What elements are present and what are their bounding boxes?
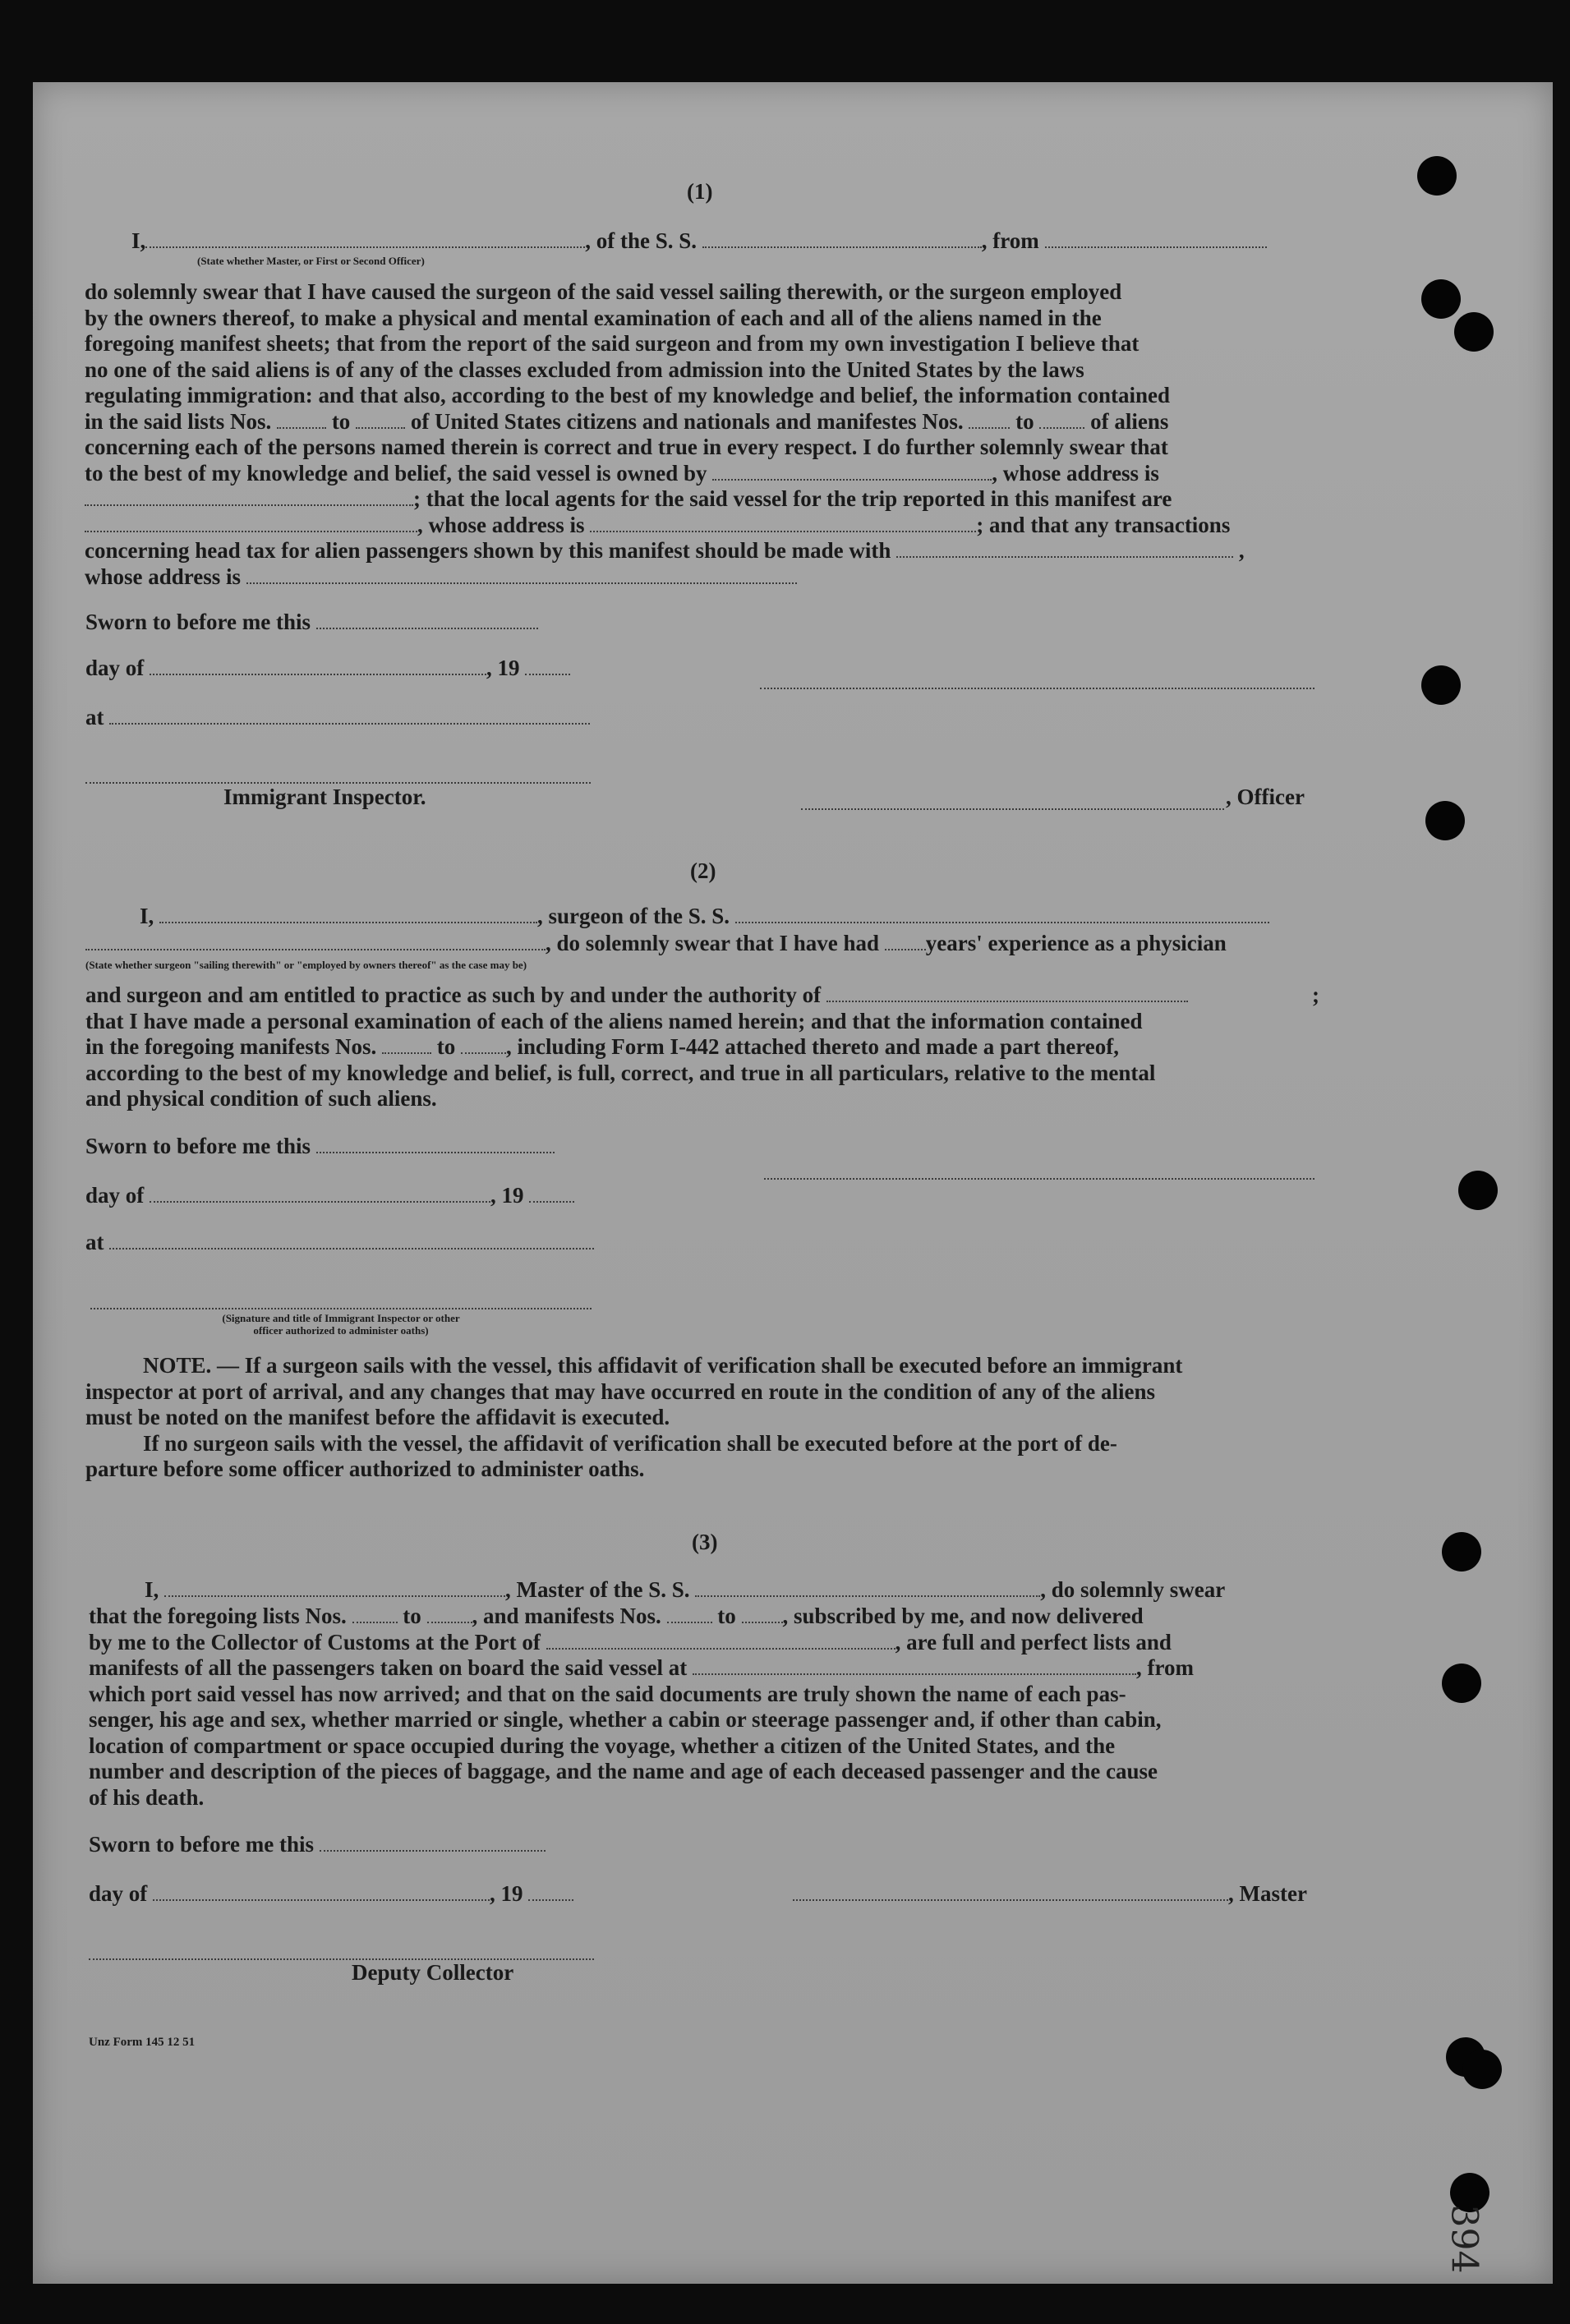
manifests-from-field-3[interactable] — [667, 1604, 712, 1623]
i-label: I, — [131, 228, 146, 253]
year-field[interactable] — [525, 656, 570, 675]
day-of-line-2: day of , 19 — [85, 1183, 574, 1208]
lists-line-3: that the foregoing lists Nos. to , and manifests Nos. to , subscribed by me, and now delivered — [89, 1604, 1144, 1628]
agents-address-field[interactable] — [590, 513, 976, 532]
text-line: foregoing manifest sheets; that from the report of the said surgeon and from my own investigation I believe that — [85, 331, 1140, 356]
section-1-text — [85, 279, 1319, 590]
note-line: NOTE. — If a surgeon sails with the vessel, this affidavit of verification shall be executed before an immigrant — [143, 1353, 1183, 1378]
authority-line: and surgeon and am entitled to practice as such by and under the authority of ; — [85, 983, 1319, 1007]
foregoing-to-field[interactable] — [461, 1034, 506, 1054]
section-2-number: (2) — [690, 858, 716, 883]
sworn-line: Sworn to before me this — [85, 610, 538, 635]
section-1-opening-line — [131, 228, 1267, 254]
at-field[interactable] — [109, 705, 590, 725]
ship-name-field[interactable] — [702, 228, 982, 248]
manifests-from-field[interactable] — [969, 409, 1010, 429]
section-2-text — [85, 983, 1319, 1112]
head-tax-field[interactable] — [896, 538, 1233, 558]
deputy-collector-label: Deputy Collector — [352, 1960, 514, 1985]
text-line: location of compartment or space occupied during the voyage, whether a citizen of the United States, and the — [89, 1733, 1116, 1758]
lists-line: in the said lists Nos. to of United States citizens and nationals and manifestes Nos. to of aliens — [85, 408, 1169, 434]
day-of-field-2[interactable] — [150, 1183, 490, 1203]
day-of-field[interactable] — [150, 656, 486, 675]
lists-from-field[interactable] — [277, 409, 326, 429]
officer-signature-line[interactable] — [801, 807, 1224, 810]
text-line: do solemnly swear that I have caused the surgeon of the said vessel sailing therewith, or the surgeon employed — [85, 279, 1122, 304]
agents-field[interactable] — [85, 513, 417, 532]
surgeon-status-field[interactable] — [85, 931, 546, 950]
years-field[interactable] — [885, 931, 926, 950]
from-port-field[interactable] — [1045, 228, 1267, 248]
agents-line: ; that the local agents for the said vessel for the trip reported in this manifest are — [85, 486, 1319, 513]
text-line: no one of the said aliens is of any of the classes excluded from admission into the United States by the laws — [85, 357, 1084, 382]
year-field-2[interactable] — [529, 1183, 574, 1203]
officer-label: , Officer — [1226, 785, 1305, 809]
year-field-3[interactable] — [528, 1881, 573, 1901]
sworn-date-field[interactable] — [316, 610, 538, 629]
day-of-line: day of , 19 — [85, 656, 570, 681]
text-line: that I have made a personal examination of each of the aliens named herein; and that the information contained — [85, 1008, 1143, 1033]
officer-name-field[interactable] — [145, 228, 585, 248]
at-line: at — [85, 705, 590, 730]
foregoing-line: in the foregoing manifests Nos. to , including Form I-442 attached thereto and made a part thereof, — [85, 1034, 1119, 1059]
at-line-2: at — [85, 1230, 594, 1255]
note-text — [85, 1353, 1322, 1483]
day-of-field-3[interactable] — [153, 1881, 490, 1901]
master-line: I, , Master of the S. S. , do solemnly swear — [145, 1577, 1226, 1602]
text-line: of his death. — [89, 1784, 205, 1810]
master-signature-line: , Master — [793, 1881, 1307, 1907]
at-field-2[interactable] — [109, 1230, 594, 1249]
text-line: number and description of the pieces of baggage, and the name and age of each deceased passenger and the cause — [89, 1759, 1158, 1783]
form-number: Unz Form 145 12 51 — [89, 2036, 196, 2049]
surgeon-name-field[interactable] — [159, 904, 537, 923]
owner-line: to the best of my knowledge and belief, the said vessel is owned by , whose address is — [85, 460, 1159, 486]
sworn-date-field-3[interactable] — [320, 1832, 546, 1852]
officer-caption: (State whether Master, or First or Second Officer) — [197, 255, 425, 267]
lists-from-field-3[interactable] — [352, 1604, 398, 1623]
note-line: parture before some officer authorized to administer oaths. — [85, 1457, 645, 1481]
surgeon-caption: (State whether surgeon "sailing therewith" or "employed by owners thereof" as the case may be) — [85, 959, 527, 971]
surgeon-ship-field[interactable] — [735, 904, 1269, 923]
master-signature-field[interactable] — [793, 1881, 1228, 1901]
surgeon-experience-line: , do solemnly swear that I have had years' experience as a physician — [85, 931, 1227, 956]
note-line: must be noted on the manifest before the affidavit is executed. — [85, 1405, 670, 1429]
punch-hole — [1462, 2050, 1502, 2089]
punch-hole — [1442, 1664, 1481, 1703]
punch-hole — [1425, 801, 1465, 840]
surgeon-signature-line[interactable] — [764, 1176, 1314, 1180]
note-line: If no surgeon sails with the vessel, the affidavit of verification shall be executed before at the port of de- — [143, 1430, 1117, 1456]
day-of-line-3: day of , 19 — [89, 1881, 573, 1907]
manifests-line: manifests of all the passengers taken on board the said vessel at , from — [89, 1655, 1194, 1680]
section-3-text — [89, 1604, 1325, 1811]
head-tax-line: concerning head tax for alien passengers shown by this manifest should be made with , — [85, 538, 1245, 563]
sworn-date-field-2[interactable] — [316, 1134, 555, 1153]
text-line: and physical condition of such aliens. — [85, 1086, 437, 1111]
signature-caption: (Signature and title of Immigrant Inspector or other officer authorized to administer oaths) — [222, 1312, 460, 1337]
sworn-line-2: Sworn to before me this — [85, 1134, 555, 1159]
margin-page-number: 394 — [1443, 2204, 1485, 2274]
punch-hole — [1442, 1532, 1481, 1572]
section-1-number: (1) — [687, 179, 713, 204]
text-line: which port said vessel has now arrived; and that on the said documents are truly shown the name of each pas- — [89, 1681, 1126, 1706]
whose-address-line: whose address is — [85, 564, 1319, 591]
master-name-field[interactable] — [164, 1577, 505, 1597]
text-line: senger, his age and sex, whether married or single, whether a cabin or steerage passenger and, if other than cabin, — [89, 1707, 1162, 1732]
sworn-line-3: Sworn to before me this — [89, 1832, 546, 1857]
head-tax-address-field[interactable] — [246, 564, 797, 584]
collector-line: by me to the Collector of Customs at the Port of , are full and perfect lists and — [89, 1629, 1172, 1654]
signature-line[interactable] — [760, 686, 1314, 689]
text-line: according to the best of my knowledge and belief, is full, correct, and true in all particulars, relative to the mental — [85, 1060, 1156, 1085]
section-3-number: (3) — [692, 1530, 718, 1554]
from-label: , from — [981, 228, 1039, 253]
port-field[interactable] — [546, 1630, 895, 1650]
punch-hole — [1421, 665, 1461, 705]
deputy-signature-line[interactable] — [89, 1957, 594, 1960]
manifests-to-field[interactable] — [1039, 409, 1084, 429]
lists-to-field[interactable] — [356, 409, 405, 429]
surgeon-line: I, , surgeon of the S. S. — [140, 904, 1269, 929]
text-line: regulating immigration: and that also, according to the best of my knowledge and belief, the information contained — [85, 383, 1170, 407]
of-ss-label: , of the S. S. — [585, 228, 698, 253]
text-line: by the owners thereof, to make a physical and mental examination of each and all of the aliens named in the — [85, 305, 1102, 330]
owner-field[interactable] — [712, 461, 992, 481]
lists-to-field-3[interactable] — [427, 1604, 472, 1623]
inspector-signature-line-2[interactable] — [90, 1306, 592, 1309]
punch-hole — [1454, 312, 1494, 352]
owner-address-field[interactable] — [85, 486, 413, 506]
departure-port-field[interactable] — [693, 1655, 1136, 1675]
note-line: inspector at port of arrival, and any changes that may have occurred en route in the condition of any of the aliens — [85, 1378, 1155, 1404]
immigrant-inspector-label: Immigrant Inspector. — [223, 785, 426, 809]
punch-hole — [1458, 1171, 1498, 1210]
manifests-to-field-3[interactable] — [742, 1604, 783, 1623]
agents-address-line: , whose address is ; and that any transactions — [85, 513, 1319, 539]
punch-hole — [1417, 156, 1457, 196]
master-ship-field[interactable] — [695, 1577, 1040, 1597]
inspector-signature-line[interactable] — [85, 780, 591, 784]
punch-hole — [1421, 279, 1461, 319]
text-line: concerning each of the persons named therein is correct and true in every respect. I do further solemnly swear that — [85, 435, 1168, 459]
authority-field[interactable] — [826, 983, 1188, 1002]
foregoing-from-field[interactable] — [382, 1034, 431, 1054]
